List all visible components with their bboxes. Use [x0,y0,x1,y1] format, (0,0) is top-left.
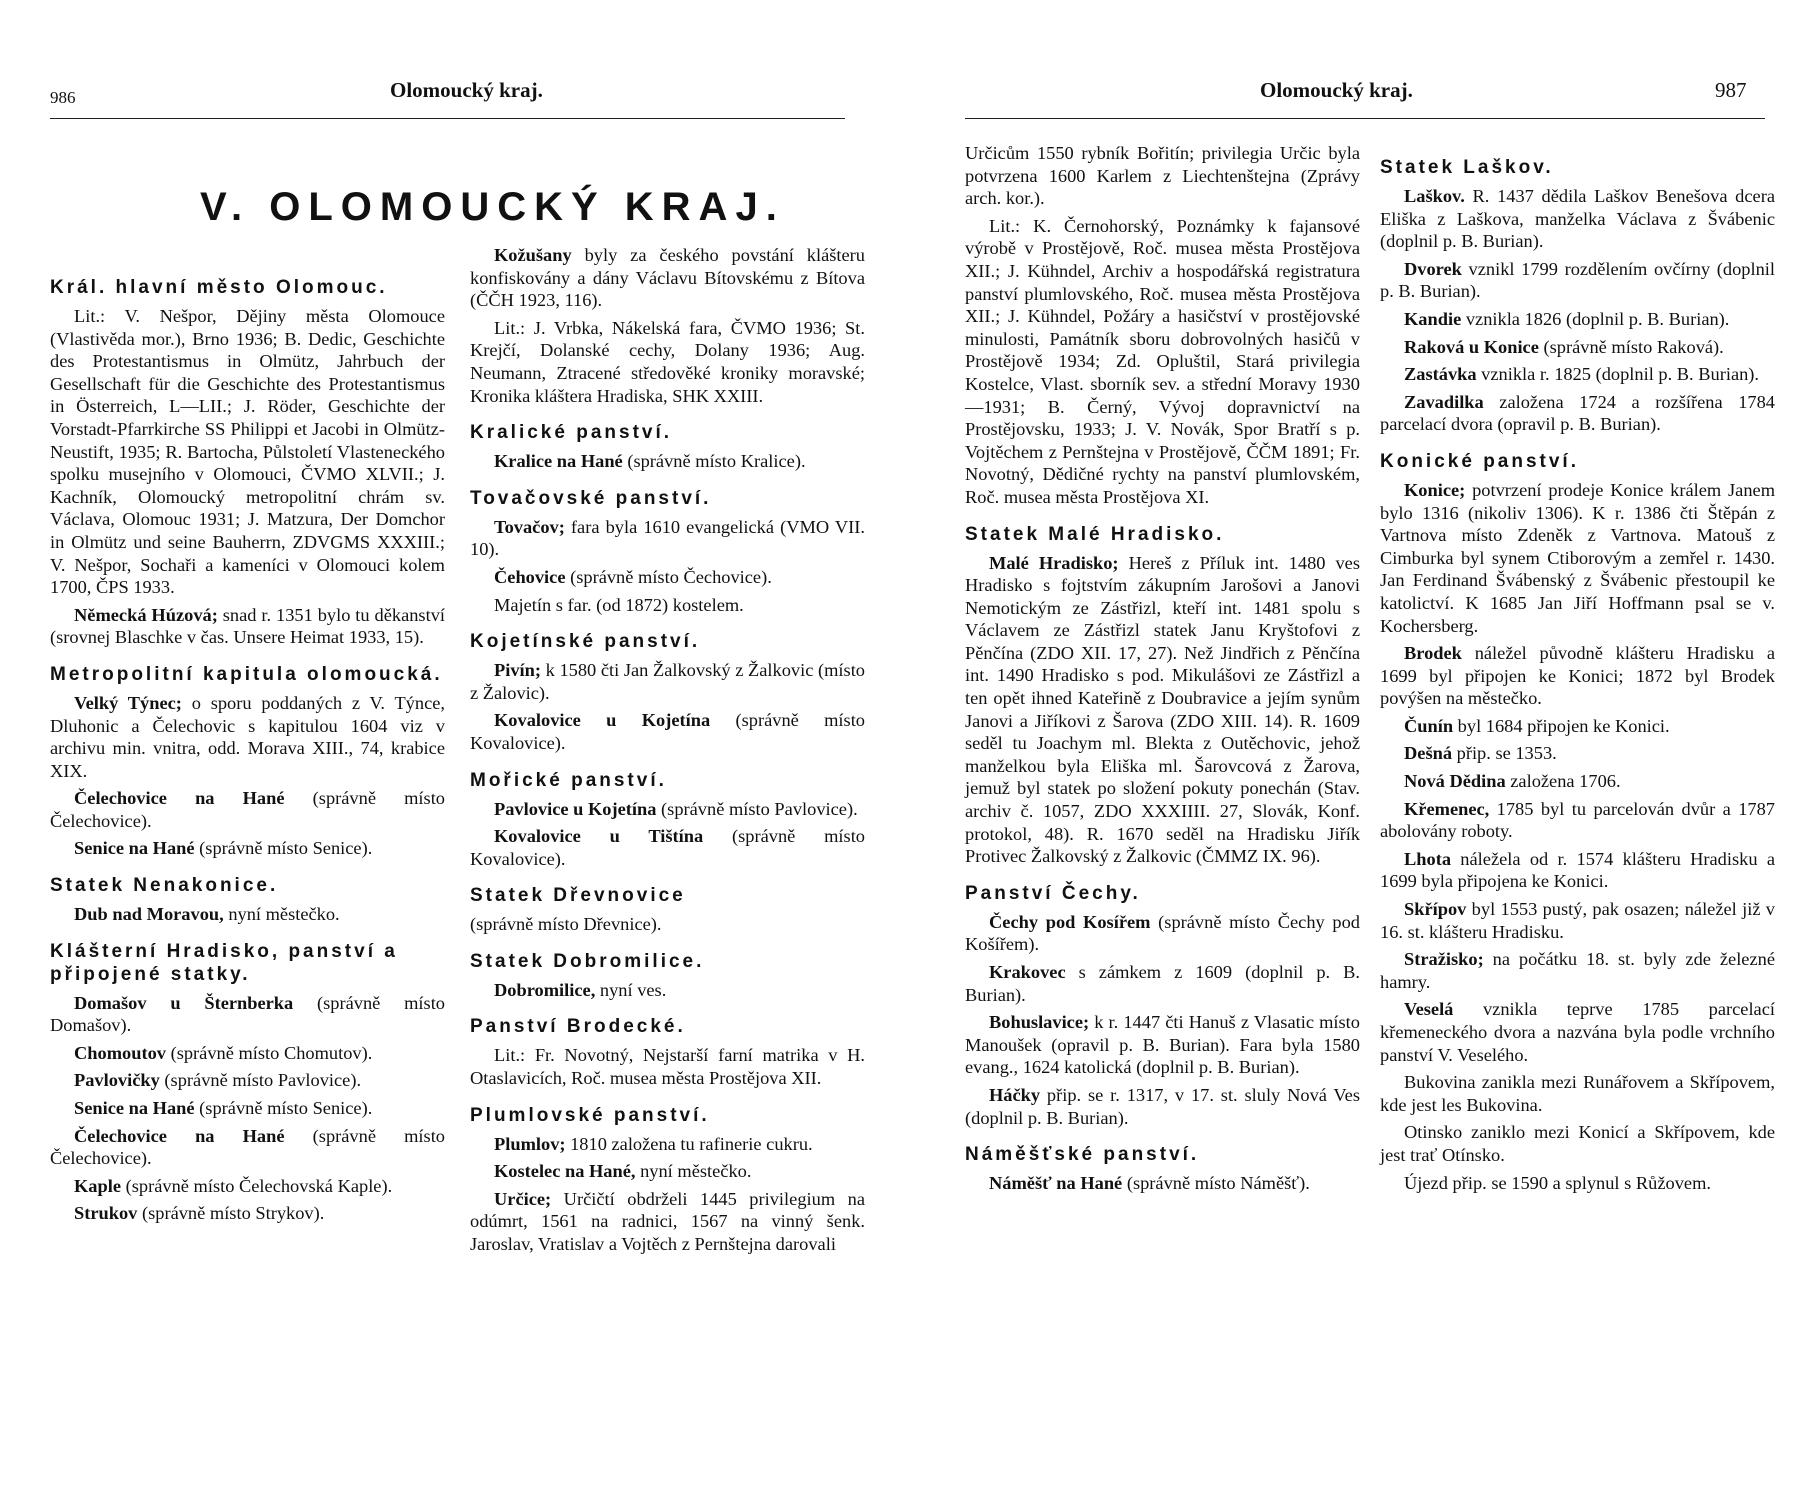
entry-text: založena 1706. [1505,771,1621,792]
entry-place-name: Nová Dědina [1404,771,1506,792]
entry-place-name: Brodek [1404,643,1462,664]
entry-text: Určičtí obdrželi 1445 privilegium na odúmrt, 1561 na radnici, 1567 na vinný šenk. Jaroslav, Vratislav a Vojtěch z Pernštejna darovali [470,1188,865,1255]
entry-place-name: Zastávka [1404,364,1477,385]
entry-text: 1785 byl tu parcelován dvůr a 1787 abolovány roboty. [1380,798,1775,842]
entry-text: nyní městečko. [223,904,340,925]
section-heading: Statek Dobromilice. [470,950,705,972]
section-heading: Statek Nenakonice. [50,875,279,897]
entry-paragraph [1380,998,1775,1066]
entry-place-name: Senice na Hané [74,838,195,859]
entry-place-name: Čelechovice na Hané [74,1125,285,1146]
entry-place-name: Strukov [74,1203,138,1224]
entry-paragraph [50,1097,445,1120]
entry-paragraph [50,692,445,782]
entry-place-name: Plumlov; [494,1133,566,1154]
entry-paragraph [470,1044,865,1089]
entry-text: vznikla r. 1825 (doplnil p. B. Burian). [1476,364,1760,385]
entry-paragraph [470,244,865,312]
entry-paragraph [50,1175,445,1198]
entry-text: (správně místo Kovalovice). [470,826,866,869]
entry-paragraph [1380,848,1775,893]
entry-place-name: Bohuslavice; [989,1012,1090,1033]
entry-place-name: Laškov. [1404,186,1465,206]
entry-text: náležel původně klášteru Hradisku a 1699 byl připojen ke Konici; 1872 byl Brodek povýšen na městečko. [1380,643,1775,709]
entry-paragraph [1380,798,1775,843]
entry-paragraph [1380,479,1775,637]
entry-text: Lit.: K. Černohorský, Poznámky k fajansové výrobě v Prostějově, Roč. musea města Prostějova XII.; J. Kühndel, Archiv a hospodářská registratura panství plumlovského, Roč. musea města Prostějova XII.; J. Kühndel, Požáry a hasičství v prostějovské minulosti, Památník sboru dobrovolných hasičů v Prostějově 1934; Zd. Opluštil, Stará privilegia Kostelce, Vlast. sborník sev. a střední Moravy 1930—1931; B. Černý, Vývoj dopravnictví na Prostějovsku, 1933; J. V. Novák, Spor Bratří s p. Vojtěchem z Pernštejna v Prostějově, ČČM 1891; Fr. Novotný, Dědičné rychty na panství plumlovském, Roč. musea města Prostějova XI. [965,215,1360,507]
entry-place-name: Domašov u Šternberka [74,992,294,1013]
entry-paragraph [1380,948,1775,993]
section-heading: Tovačovské panství. [470,487,712,509]
entry-paragraph [470,659,865,704]
entry-paragraph [470,317,865,407]
entry-text: (správně místo Čechovice). [565,566,772,587]
entry-paragraph [50,837,445,860]
entry-text: (správně místo Domašov). [50,992,445,1036]
entry-paragraph [1380,1121,1775,1166]
entry-place-name: Německá Húzová; [74,604,218,625]
entry-text: přip. se r. 1317, v 17. st. sluly Nová Ves (doplnil p. B. Burian). [965,1084,1360,1128]
entry-place-name: Určice; [494,1188,552,1209]
entry-paragraph [965,961,1360,1006]
entry-text: (správně místo Pavlovice). [656,798,858,819]
entry-paragraph [470,1133,865,1156]
entry-paragraph [50,992,445,1037]
entry-place-name: Pavlovičky [74,1070,160,1091]
entry-place-name: Velký Týnec; [74,692,182,713]
entry-paragraph [470,516,865,561]
entry-place-name: Pavlovice u Kojetína [494,798,657,819]
entry-text: náležela od r. 1574 klášteru Hradisku a 1699 byla připojena ke Konici. [1380,848,1775,892]
entry-paragraph [470,1188,865,1256]
entry-text: fara byla 1610 evangelická (VMO VII. 10). [470,516,865,560]
header-rule-right [965,118,1765,119]
entry-paragraph [470,1160,865,1183]
entry-text: (správně místo Senice). [194,1098,373,1119]
entry-text: vznikl 1799 rozdělením ovčírny (doplnil p. B. Burian). [1380,258,1775,302]
entry-text: s zámkem z 1609 (doplnil p. B. Burian). [965,962,1360,1005]
entry-paragraph [50,1069,445,1092]
entry-text: (správně místo Čelechovice). [50,1125,445,1169]
entry-text: vznikla teprve 1785 parcelací křemeneckého dvora a nazvána byla podle vrchního panství V. Veselého. [1380,999,1775,1065]
entry-place-name: Senice na Hané [74,1098,195,1119]
text-block [965,142,1360,210]
section-heading: Král. hlavní město Olomouc. [50,277,388,298]
page-number-left: 986 [50,88,76,107]
entry-place-name: Čechy pod Kosířem [989,911,1151,932]
entry-place-name: Kovalovice u Kojetína [494,710,711,731]
entry-text: na počátku 18. st. byly zde železné hamry. [1380,949,1775,992]
entry-paragraph [965,1011,1360,1079]
entry-paragraph [965,911,1360,956]
entry-text: o sporu poddaných z V. Týnce, Dluhonic a Čelechovic s kapitulou 1604 viz v archivu min. vnitra, odd. Morava XIII., 74, krabice XIX. [50,692,445,781]
entry-text: (správně místo Kovalovice). [470,710,865,753]
entry-paragraph [1380,715,1775,738]
entry-place-name: Konice; [1404,479,1466,500]
entry-place-name: Kralice na Hané [494,451,623,472]
section-heading: Statek Laškov. [1380,157,1554,178]
entry-paragraph [50,1202,445,1225]
entry-place-name: Pivín; [494,660,542,681]
entry-text: (správně místo Dřevnice). [470,914,662,935]
entry-place-name: Krakovec [989,962,1066,982]
entry-place-name: Dobromilice, [494,979,596,1000]
entry-place-name: Skřípov [1404,899,1467,920]
entry-place-name: Kaple [74,1175,122,1196]
entry-text: Lit.: Fr. Novotný, Nejstarší farní matrika v H. Otaslavicích, Roč. musea města Prostějova XII. [470,1045,865,1089]
entry-place-name: Háčky [989,1084,1041,1105]
entry-text: vznikla 1826 (doplnil p. B. Burian). [1461,308,1730,329]
section-heading: Kralické panství. [470,422,673,444]
entry-paragraph [1380,308,1775,331]
section-heading: Klášterní Hradisko, panství a připojené statky. [50,940,398,985]
entry-text: (správně místo Čelechovská Kaple). [121,1175,393,1196]
entry-paragraph [1380,742,1775,765]
entry-text: nyní městečko. [635,1161,752,1182]
entry-text: R. 1437 dědila Laškov Benešova dcera Eliška z Laškova, manželka Václava z Švábenic (doplnil p. B. Burian). [1380,186,1775,252]
entry-text: Hereš z Příluk int. 1480 ves Hradisko s fojtstvím zákupním Jarošovi a Janovi Nemotickým ze Zástřizl, kteří int. 1481 spolu s Václavem ze Zástřizl statek Janu Kryštofovi z Pěnčína (ZDO XII. 17, 27). Než Jindřich z Pěnčína int. 1490 Hradisko s pod. Mikulášovi ze Zástřizl a ten opět ihned Kateřině z Doubravice a jejím synům Janovi a Jiříkovi z Šarova (ZDO XIII. 14). R. 1609 seděl tu Joachym ml. Blekta z Outěchovic, jehož manželkou byla Eliška ml. Šarovcová z Žarova, jemuž byl statek po složení pokuty ponechán (Stav. archiv č. 1057, ZDO XXXIIII. 27, Slovák, Konf. protokol, 48). R. 1670 seděl na Hradisku Jiřík Protivec Žalkovský z Žalkovic (ČMMZ IX. 96). [965,552,1360,867]
entry-paragraph [50,604,445,649]
entry-place-name: Malé Hradisko; [989,552,1119,573]
entry-paragraph [470,979,865,1002]
entry-text: byl 1684 připojen ke Konici. [1453,715,1670,736]
entry-place-name: Kostelec na Hané, [494,1161,636,1182]
entry-paragraph [1380,1071,1775,1116]
entry-place-name: Dub nad Moravou, [74,904,224,925]
entry-paragraph [1380,185,1775,253]
entry-paragraph [470,798,865,821]
entry-text: Určicům 1550 rybník Bořitín; privilegia Určic byla potvrzena 1600 Karlem z Liechtenštejna (Zprávy arch. kor.). [965,143,1360,209]
running-head-right: Olomoucký kraj. [1260,78,1413,102]
entry-paragraph [1380,363,1775,386]
entry-text: (správně místo Pavlovice). [159,1070,362,1091]
entry-paragraph [50,305,445,599]
entry-paragraph [965,552,1360,868]
entry-paragraph [50,1125,445,1170]
entry-text: Lit.: J. Vrbka, Nákelská fara, ČVMO 1936; St. Krejčí, Dolanské cechy, Dolany 1936; Aug. Neumann, Ztracené středověké kroniky moravské; Kronika kláštera Hradiska, SHK XXIII. [470,317,865,406]
entry-text: (správně místo Strykov). [137,1203,325,1224]
entry-place-name: Čunín [1404,715,1454,736]
section-heading: Panství Čechy. [965,882,1141,904]
section-heading: Konické panství. [1380,450,1579,472]
entry-text: založena 1724 a rozšířena 1784 parcelací dvora (opravil p. B. Burian). [1380,391,1775,435]
entry-place-name: Čelechovice na Hané [74,788,285,809]
left-page-column-2 [470,244,865,1261]
entry-paragraph [1380,258,1775,303]
entry-paragraph [1380,336,1775,359]
entry-text: (správně místo Náměšť). [1122,1173,1310,1194]
entry-paragraph [50,787,445,832]
entry-text: (správně místo Chomutov). [165,1042,373,1063]
section-heading: Kojetínské panství. [470,631,701,653]
entry-place-name: Chomoutov [74,1042,166,1063]
right-page-column-2 [1380,142,1775,1199]
entry-text: (správně místo Kralice). [622,451,806,472]
entry-text: Otinsko zaniklo mezi Konicí a Skřípovem, kde jest trať Otínsko. [1380,1122,1775,1165]
entry-paragraph [50,903,445,926]
entry-paragraph [965,1084,1360,1129]
entry-text: Bukovina zanikla mezi Runářovem a Skřípovem, kde jest les Bukovina. [1380,1072,1775,1115]
right-page-column-1 [965,142,1360,1200]
entry-paragraph [470,594,865,617]
entry-place-name: Dvorek [1404,258,1462,279]
entry-paragraph [965,1172,1360,1195]
entry-paragraph [470,450,865,473]
chapter-title: V. OLOMOUCKÝ KRAJ. [200,185,785,229]
entry-text: (správně místo Čechy pod Košířem). [965,911,1361,955]
entry-paragraph [50,1042,445,1065]
entry-place-name: Dešná [1404,743,1453,764]
entry-text: (správně místo Raková). [1538,336,1724,357]
entry-place-name: Veselá [1404,999,1454,1020]
section-heading: Plumlovské panství. [470,1104,710,1126]
entry-place-name: Zavadilka [1404,391,1484,412]
entry-text: (správně místo Čelechovice). [50,788,445,831]
page-number-right: 987 [1715,78,1747,102]
entry-text: k 1580 čti Jan Žalkovský z Žalkovic (místo z Žalovic). [470,660,865,703]
entry-paragraph [470,709,865,754]
entry-paragraph [1380,391,1775,436]
entry-text: Lit.: V. Nešpor, Dějiny města Olomouce (Vlastivěda mor.), Brno 1936; B. Dedic, Geschichte des Protestantismus in Olmütz, Jahrbuch der Gesellschaft für die Geschichte des Protestantismus in Österreich, L—LII.; J. Röder, Geschichte der Vorstadt-Pfarrkirche SS Philippi et Jacobi in Olmütz-Neustift, 1935; R. Bartocha, Půlstoletí Vlasteneckého spolku musejního v Olomouci, ČVMO XLVII.; J. Kachník, Olomoucký metropolitní chrám sv. Václava, Olomouc 1931; J. Matzura, Der Domchor in Olmütz und seine Bauherrn, ZDVGMS XXXIII.; V. Nešpor, Sochaři a kameníci v Olomouci kolem 1700, ČPS 1933. [50,306,445,598]
entry-text: Majetín s far. (od 1872) kostelem. [494,594,744,615]
section-heading: Statek Dřevnovice [470,885,686,907]
entry-text: k r. 1447 čti Hanuš z Vlasatic místo Manoušek (opravil p. B. Burian). Fara byla 1580 evang., 1624 katolická (doplnil p. B. Burian). [965,1012,1360,1078]
entry-text: Újezd přip. se 1590 a splynul s Růžovem. [1404,1172,1711,1193]
entry-text: byly za českého povstání klášteru konfiskovány a dány Václavu Bítovskému z Bítova (ČČH 1923, 116). [470,245,865,311]
entry-text: 1810 založena tu rafinerie cukru. [565,1133,813,1154]
section-heading: Metropolitní kapitula olomoucká. [50,663,443,685]
right-page [955,0,1775,1500]
section-heading: Panství Brodecké. [470,1016,686,1038]
entry-place-name: Křemenec, [1404,798,1490,819]
left-page [40,0,866,1500]
section-heading: Náměšťské panství. [965,1144,1200,1166]
entry-place-name: Stražisko; [1404,949,1484,970]
entry-text: byl 1553 pustý, pak osazen; náležel již v 16. st. klášteru Hradisku. [1380,899,1775,942]
entry-place-name: Raková u Konice [1404,336,1539,357]
entry-paragraph [1380,1172,1775,1195]
entry-paragraph [965,215,1360,509]
left-page-column-1 [50,262,445,1230]
entry-place-name: Tovačov; [494,516,565,537]
entry-place-name: Kandie [1404,308,1462,329]
entry-place-name: Kovalovice u Tištína [494,826,704,847]
entry-place-name: Lhota [1404,848,1452,869]
entry-paragraph [470,566,865,589]
running-head-left: Olomoucký kraj. [390,78,543,102]
section-heading: Statek Malé Hradisko. [965,523,1225,545]
entry-paragraph [470,825,865,870]
entry-text: (správně místo Senice). [194,838,373,859]
header-rule-left [50,118,845,119]
text-block [470,913,865,936]
entry-text: snad r. 1351 bylo tu děkanství (srovnej Blaschke v čas. Unsere Heimat 1933, 15). [50,604,445,648]
entry-place-name: Čehovice [494,566,566,587]
entry-place-name: Kožušany [494,245,572,265]
entry-paragraph [1380,898,1775,943]
entry-text: potvrzení prodeje Konice králem Janem bylo 1316 (nikoliv 1306). K r. 1386 čti Štěpán z Vartnova místo Zdeněk z Vartnova. Matouš z Cimburka byl synem Ctiborovým a zemřel r. 1430. Jan Ferdinand Švábenský z Švábenic přestoupil ke katolictví. K 1685 Jan Jiří Hoffmann psal se v. Kochersberg. [1380,479,1775,636]
entry-paragraph [1380,770,1775,793]
section-heading: Mořické panství. [470,769,667,791]
entry-text: přip. se 1353. [1452,743,1557,764]
entry-place-name: Náměšť na Hané [989,1173,1123,1194]
entry-text: nyní ves. [595,979,667,1000]
entry-paragraph [1380,642,1775,710]
